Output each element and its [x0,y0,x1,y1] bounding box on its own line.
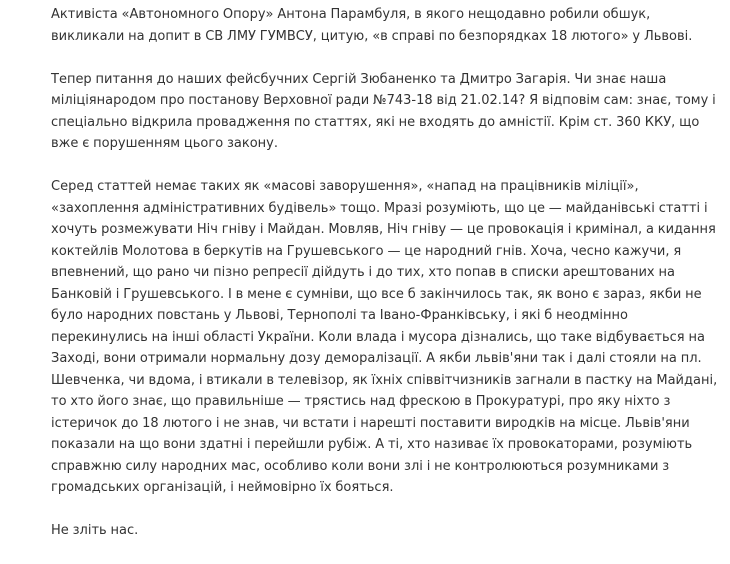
paragraph-articles-analysis: Серед статтей немає таких як «масові заворушення», «напад на працівників міліції», «захоплення адміністративних будівель» тощо. Мразі розуміють, що це — майданівські статті і хочуть розмежувати Ніч гніву і Майдан. Мовляв, Ніч гніву — це провокація і кримінал, а кидання коктейлів Молотова в беркутів на Грушевського — це народний гнів. Хоча, чесно кажучи, я впевнений, що рано чи пізно репресії дійдуть і до тих, хто попав в списки арештованих на Банковій і Грушевського. І в мене є сумніви, що все б закінчилось так, як воно є зараз, якби не було народних повстань у Львові, Тернополі та Івано-Франківську, і які б неодмінно перекинулись на інші області України. Коли влада і мусора дізнались, що таке відбувається на Заході, вони отримали нормальну дозу деморалізації. А якби львів'яни так і далі стояли на пл. Шевченка, чи вдома, і втикали в телевізор, як їхніх співвітчизників загнали в пастку на Майдані, то хто його знає, що правильніше — трястись над фрескою в Прокуратурі, про яку ніхто з істеричок до 18 лютого і не знав, чи встати і нарешті поставити виродків на місце. Львів'яни показали на що вони здатні і перейшли рубіж. А ті, хто називає їх провокаторами, розуміють справжню силу народних мас, особливо коли вони злі і не контролюються розумниками з громадських організацій, і неймовірно їх бояться. [51,179,718,495]
paragraph-search-summons: Активіста «Автономного Опору» Антона Парамбуля, в якого нещодавно робили обшук, викликали на допит в СВ ЛМУ ГУМВСУ, цитую, «в справі по безпорядках 18 лютого» у Львові. [51,7,693,44]
paragraph-question-to-police: Тепер питання до наших фейсбучних Сергій Зюбаненко та Дмитро Загарія. Чи знає наша міліціянародом про постанову Верховної ради №743-18 від 21.02.14? Я відповім сам: знає, тому і спеціально відкрила провадження по статтях, які не входять до амністії. Крім ст. 360 ККУ, що вже є порушенням цього закону. [51,71,716,151]
article-body [51,4,721,542]
paragraph-closing: Не зліть нас. [51,523,139,538]
